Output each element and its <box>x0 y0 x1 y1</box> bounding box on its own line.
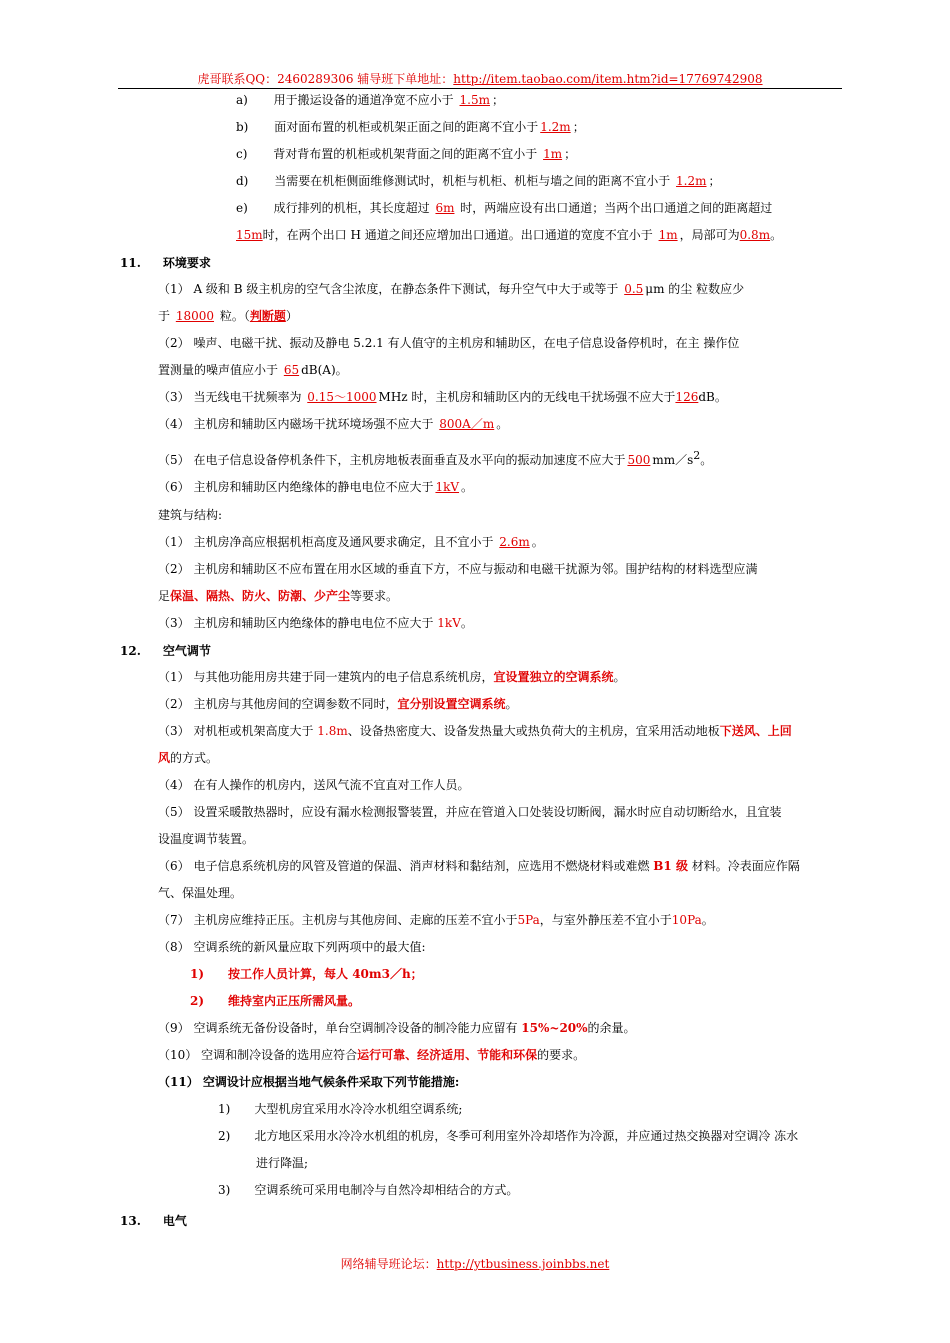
item-label: b) <box>236 120 249 134</box>
item-label: e) <box>236 201 248 215</box>
para-text: （6） 电子信息系统机房的风管及管道的保温、消声材料和黏结剂，应选用不燃烧材料或难燃 <box>158 859 654 873</box>
para-text: （4） 在有人操作的机房内，送风气流不宜直对工作人员。 <box>158 778 470 792</box>
paragraph <box>158 723 792 739</box>
paragraph <box>158 696 517 712</box>
para-text: （3） 对机柜或机架高度大于 <box>158 724 318 738</box>
section-number: 12. <box>120 644 141 658</box>
subheading <box>158 507 222 523</box>
fill-value: 1m <box>658 228 678 242</box>
key-value: 1.8m <box>317 724 348 738</box>
paragraph <box>158 534 544 550</box>
paragraph <box>158 669 625 685</box>
item-label: 2) <box>190 994 205 1008</box>
para-text: 足 <box>158 589 171 603</box>
item-label: d) <box>236 174 249 188</box>
item-text: 北方地区采用水冷冷水机组的机房，冬季可利用室外冷却塔作为冷源，并应通过热交换器对空调冷 冻水 <box>254 1129 799 1143</box>
para-text: dB。 <box>698 390 727 404</box>
fill-value: 800A／m <box>439 417 495 431</box>
para-text: 。 <box>460 616 473 630</box>
para-text: MHz 时，主机房和辅助区内的无线电干扰场强不应大于 <box>378 390 676 404</box>
fill-value: 0.8m <box>739 228 771 242</box>
paragraph <box>158 615 473 631</box>
list-item <box>236 119 585 135</box>
fill-value: 126 <box>675 390 699 404</box>
fill-value: 0.5 <box>624 282 644 296</box>
para-text: 。 <box>613 670 626 684</box>
fill-value: 500 <box>627 453 651 467</box>
item-text: ，局部可为 <box>679 228 740 242</box>
fill-value: 15m <box>236 228 263 242</box>
item-text: 空调系统可采用电制冷与自然冷却相结合的方式。 <box>254 1183 519 1197</box>
para-text: ，与室外静压差不宜小于 <box>539 913 672 927</box>
para-text: 。 <box>531 535 544 549</box>
fill-value: 1m <box>543 147 563 161</box>
item-text: ； <box>708 174 721 188</box>
item-label: a) <box>236 93 248 107</box>
item-text: ； <box>491 93 504 107</box>
item-text: ； <box>572 120 585 134</box>
paragraph <box>158 777 469 793</box>
list-item <box>236 173 721 189</box>
item-text: 面对面布置的机柜或机架正面之间的距离不宜小于 <box>274 120 539 134</box>
section-number: 13. <box>120 1214 141 1228</box>
item-text: 。 <box>770 228 783 242</box>
item-label: c) <box>236 147 248 161</box>
paragraph <box>158 389 727 405</box>
para-text: 气、保温处理。 <box>158 886 243 900</box>
para-text: （2） 主机房与其他房间的空调参数不同时， <box>158 697 398 711</box>
subheading-text: 建筑与结构: <box>158 508 223 522</box>
para-text: （1） 与其他功能用房共建于同一建筑内的电子信息系统机房， <box>158 670 494 684</box>
para-text: （2） 噪声、电磁干扰、振动及静电 5.2.1 有人值守的主机房和辅助区，在电子信息设备停机时，在主 操作位 <box>158 336 740 350</box>
para-text: mm／s <box>652 453 694 467</box>
page-header <box>118 70 842 87</box>
section-number: 11. <box>120 256 141 270</box>
header-link[interactable]: http://item.taobao.com/item.htm?id=17769742908 <box>453 72 763 86</box>
item-text: 用于搬运设备的通道净宽不应小于 <box>273 93 458 107</box>
item-text: 维持室内正压所需风量。 <box>228 994 361 1008</box>
para-text: 。 <box>701 913 714 927</box>
para-text: （2） 主机房和辅助区不应布置在用水区域的垂直下方，不应与振动和电磁干扰源为邻。围护结构的材料选型应满 <box>158 562 758 576</box>
item-label: 2) <box>218 1129 231 1143</box>
key-value: 5Pa <box>517 913 540 927</box>
paragraph <box>158 1020 636 1036</box>
para-text: 的方式。 <box>170 751 219 765</box>
para-text: 等要求。 <box>350 589 399 603</box>
para-text: 于 <box>158 309 174 323</box>
item-text: 当需要在机柜侧面维修测试时，机柜与机柜、机柜与墙之间的距离不宜小于 <box>274 174 675 188</box>
key-phrase: 风 <box>158 751 171 765</box>
key-value: 10Pa <box>671 913 702 927</box>
section-title: 电气 <box>162 1214 187 1228</box>
para-text: （1） A 级和 B 级主机房的空气含尘浓度，在静态条件下测试，每升空气中大于或等于 <box>158 282 623 296</box>
paragraph <box>158 281 744 297</box>
paragraph <box>158 335 739 351</box>
para-text: （5） 在电子信息设备停机条件下，主机房地板表面垂直及水平向的振动加速度不应大于 <box>158 453 626 467</box>
item-label: 3) <box>218 1183 231 1197</box>
footer-label: 网络辅导班论坛： <box>340 1257 437 1271</box>
paragraph <box>158 448 712 468</box>
para-text: 的余量。 <box>587 1021 636 1035</box>
paragraph-continuation <box>158 308 298 324</box>
para-text: ） <box>285 309 298 323</box>
fill-value: 18000 <box>175 309 215 323</box>
paragraph <box>158 561 757 577</box>
sub-list-item <box>190 966 423 982</box>
item-text: 时，在两个出口 H 通道之间还应增加出口通道。出口通道的宽度不宜小于 <box>262 228 657 242</box>
key-phrase: 宜分别设置空调系统 <box>397 697 506 711</box>
para-text: 置测量的噪声值应小于 <box>158 363 282 377</box>
footer-link[interactable]: http://ytbusiness.joinbbs.net <box>436 1257 610 1271</box>
item-text: ； <box>564 147 577 161</box>
para-text: （8） 空调系统的新风量应取下列两项中的最大值: <box>158 940 426 954</box>
paragraph <box>158 1047 585 1063</box>
sub-list-item <box>218 1101 462 1117</box>
page-footer <box>0 1255 950 1272</box>
paragraph <box>158 804 781 820</box>
para-text: 设温度调节装置。 <box>158 832 255 846</box>
list-item <box>236 200 772 216</box>
item-label: 1) <box>218 1102 231 1116</box>
section-title: 空气调节 <box>162 644 211 658</box>
para-text: 。 <box>505 697 518 711</box>
key-phrase: 下送风、上回 <box>719 724 792 738</box>
item-label: 1) <box>190 967 205 981</box>
item-text: 成行排列的机柜，其长度超过 <box>273 201 434 215</box>
item-text: 进行降温; <box>256 1156 309 1170</box>
key-value: 15%~20% <box>521 1021 588 1035</box>
section-heading <box>120 642 211 659</box>
fill-value: 1.2m <box>540 120 571 134</box>
para-text: （1） 主机房净高应根据机柜高度及通风要求确定，且不宜小于 <box>158 535 498 549</box>
fill-value: 1.5m <box>459 93 490 107</box>
para-text: 材料。冷表面应作隔 <box>687 859 800 873</box>
para-text: 、设备热密度大、设备发热量大或热负荷大的主机房，宜采用活动地板 <box>347 724 720 738</box>
para-text: （9） 空调系统无备份设备时，单台空调制冷设备的制冷能力应留有 <box>158 1021 522 1035</box>
paragraph <box>158 858 800 874</box>
item-text: 时，两端应设有出口通道；当两个出口通道之间的距离超过 <box>456 201 773 215</box>
fill-value: 1kV <box>435 480 460 494</box>
para-text: 。 <box>496 417 509 431</box>
sub-list-item <box>190 993 360 1009</box>
key-value: 1kV <box>437 616 461 630</box>
fill-value: 1.2m <box>676 174 707 188</box>
paragraph-continuation <box>158 885 242 901</box>
question-type-tag: 判断题 <box>249 309 286 323</box>
para-text: （3） 当无线电干扰频率为 <box>158 390 306 404</box>
header-contact: 虎哥联系QQ：2460289306 辅导班下单地址： <box>197 72 454 86</box>
paragraph-continuation <box>158 362 348 378</box>
section-heading <box>120 1212 187 1229</box>
para-text: dB(A)。 <box>301 363 348 377</box>
list-item-continuation <box>236 227 782 243</box>
item-text: 大型机房宜采用水冷冷水机组空调系统; <box>254 1102 463 1116</box>
fill-value: 6m <box>435 201 455 215</box>
para-text: 。 <box>461 480 474 494</box>
para-text: 粒。（ <box>216 309 250 323</box>
key-phrase: 保温、隔热、防火、防潮、少产尘 <box>170 589 351 603</box>
superscript: 2 <box>693 449 701 462</box>
paragraph-continuation <box>158 831 254 847</box>
fill-value: 2.6m <box>499 535 530 549</box>
paragraph <box>158 1074 459 1090</box>
paragraph-continuation <box>158 750 218 766</box>
para-text: （10） 空调和制冷设备的选用应符合 <box>158 1048 358 1062</box>
para-text: （11） 空调设计应根据当地气候条件采取下列节能措施: <box>158 1075 460 1089</box>
item-text: 背对背布置的机柜或机架背面之间的距离不宜小于 <box>273 147 542 161</box>
para-text: （3） 主机房和辅助区内绝缘体的静电电位不应大于 <box>158 616 438 630</box>
list-item <box>236 92 504 108</box>
section-heading <box>120 254 211 271</box>
paragraph <box>158 912 714 928</box>
para-text: （5） 设置采暖散热器时，应设有漏水检测报警装置，并应在管道入口处装设切断阀，漏水时应自动切断给水，且宜装 <box>158 805 782 819</box>
fill-value: 0.15～1000 <box>307 390 377 404</box>
para-text: 。 <box>700 453 713 467</box>
paragraph <box>158 416 508 432</box>
para-text: μm 的尘 粒数应少 <box>645 282 745 296</box>
sub-list-item <box>218 1128 798 1144</box>
key-phrase: 宜设置独立的空调系统 <box>493 670 614 684</box>
list-item <box>236 146 576 162</box>
para-text: （4） 主机房和辅助区内磁场干扰环境场强不应大于 <box>158 417 438 431</box>
key-phrase: B1 级 <box>653 859 688 873</box>
paragraph <box>158 479 473 495</box>
paragraph <box>158 939 426 955</box>
para-text: （6） 主机房和辅助区内绝缘体的静电电位不应大于 <box>158 480 434 494</box>
sub-list-item-continuation <box>256 1155 308 1171</box>
header-divider <box>118 88 842 89</box>
paragraph-continuation <box>158 588 398 604</box>
section-title: 环境要求 <box>162 256 211 270</box>
para-text: （7） 主机房应维持正压。主机房与其他房间、走廊的压差不宜小于 <box>158 913 518 927</box>
fill-value: 65 <box>283 363 300 377</box>
sub-list-item <box>218 1182 518 1198</box>
item-text: 按工作人员计算，每人 40m3／h； <box>228 967 423 981</box>
para-text: 的要求。 <box>537 1048 586 1062</box>
key-phrase: 运行可靠、经济适用、节能和环保 <box>357 1048 538 1062</box>
